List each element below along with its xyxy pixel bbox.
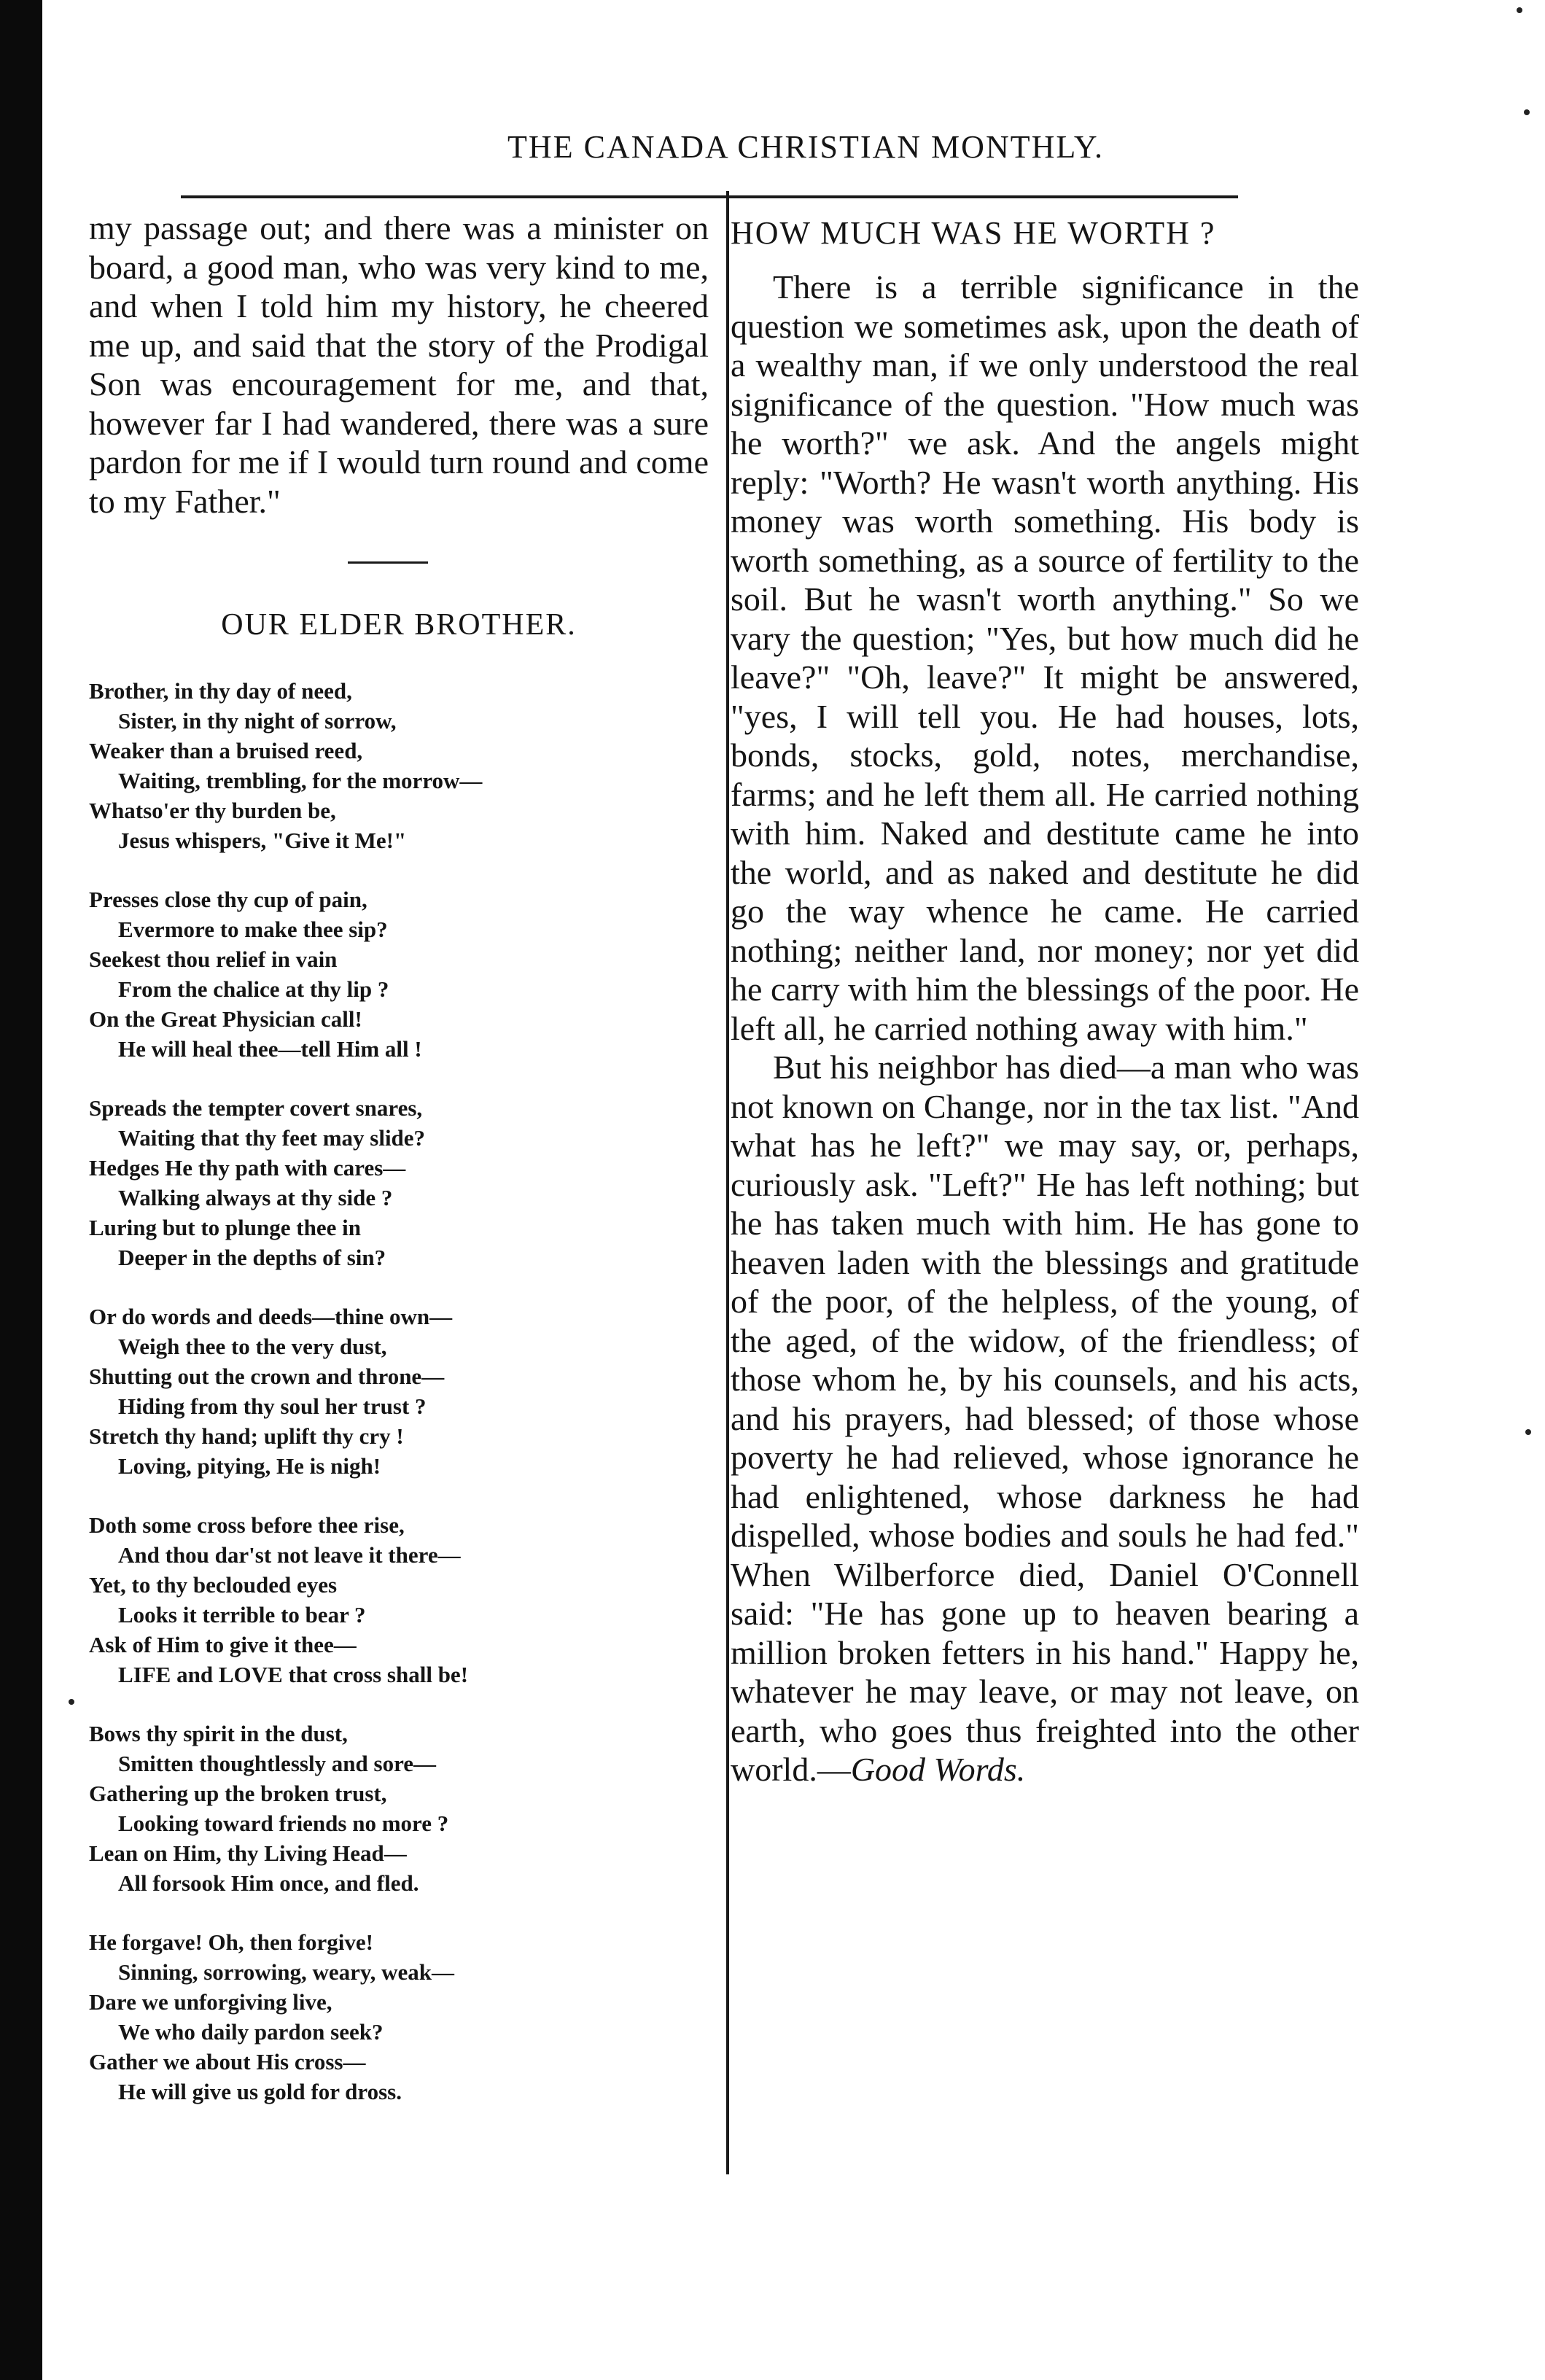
poem-line: Waiting, trembling, for the morrow— bbox=[118, 768, 483, 793]
poem-stanza bbox=[89, 676, 709, 855]
poem-line: Dare we unforgiving live, bbox=[89, 1989, 332, 2015]
poem-line: He forgave! Oh, then forgive! bbox=[89, 1929, 373, 1955]
poem-line: Smitten thoughtlessly and sore— bbox=[118, 1751, 437, 1776]
poem-line: He will give us gold for dross. bbox=[118, 2079, 402, 2104]
poem-line: Yet, to thy beclouded eyes bbox=[89, 1572, 338, 1598]
poem-line: Loving, pitying, He is nigh! bbox=[118, 1453, 381, 1479]
poem-line: Looks it terrible to bear ? bbox=[118, 1602, 366, 1628]
poem-line: Whatso'er thy burden be, bbox=[89, 798, 336, 823]
left-column bbox=[89, 209, 709, 2136]
poem-line: Sinning, sorrowing, weary, weak— bbox=[118, 1959, 455, 1985]
poem-line: Evermore to make thee sip? bbox=[118, 917, 388, 942]
poem-line: Deeper in the depths of sin? bbox=[118, 1245, 386, 1270]
column-divider bbox=[726, 191, 729, 2174]
poem-line: Weaker than a bruised reed, bbox=[89, 738, 363, 763]
poem-stanza bbox=[89, 1927, 709, 2107]
article-title: HOW MUCH WAS HE WORTH ? bbox=[731, 215, 1216, 251]
poem-line: On the Great Physician call! bbox=[89, 1006, 362, 1032]
poem-line: Brother, in thy day of need, bbox=[89, 678, 352, 704]
poem-line: Gathering up the broken trust, bbox=[89, 1781, 387, 1806]
poem-stanza bbox=[89, 1093, 709, 1272]
source-attribution: Good Words. bbox=[850, 1751, 1026, 1788]
poem-line: Seekest thou relief in vain bbox=[89, 946, 338, 972]
print-speck bbox=[1524, 109, 1530, 115]
poem-line: Jesus whispers, "Give it Me!" bbox=[118, 828, 407, 853]
poem-line: He will heal thee—tell Him all ! bbox=[118, 1036, 422, 1062]
poem-line: Walking always at thy side ? bbox=[118, 1185, 393, 1210]
continued-paragraph: my passage out; and there was a minister on board, a good man, who was very kind to me, and when I told him my history, he cheered me up, and said that the story of the Prodigal Son was encouragement for me, and that, however far I had wandered, there was a sure pardon for me if I would turn round and come to my Father." bbox=[89, 209, 709, 520]
print-speck bbox=[69, 1699, 74, 1705]
poem-title: OUR ELDER BROTHER. bbox=[221, 608, 577, 642]
poem-line: Ask of Him to give it thee— bbox=[89, 1632, 357, 1657]
right-column bbox=[731, 207, 1359, 1789]
poem-line: Waiting that thy feet may slide? bbox=[118, 1125, 426, 1151]
poem-line: Stretch thy hand; uplift thy cry ! bbox=[89, 1423, 404, 1449]
poem-line: Hiding from thy soul her trust ? bbox=[118, 1393, 427, 1419]
poem-line: Gather we about His cross— bbox=[89, 2049, 366, 2074]
page-header: THE CANADA CHRISTIAN MONTHLY. bbox=[507, 129, 1104, 165]
section-separator bbox=[348, 561, 428, 564]
poem-stanza bbox=[89, 1302, 709, 1481]
print-speck bbox=[1517, 7, 1522, 13]
poem-line: LIFE and LOVE that cross shall be! bbox=[118, 1662, 469, 1687]
poem-line: Bows thy spirit in the dust, bbox=[89, 1721, 348, 1746]
poem-line: Or do words and deeds—thine own— bbox=[89, 1304, 453, 1329]
poem-line: Sister, in thy night of sorrow, bbox=[118, 708, 397, 734]
poem-line: From the chalice at thy lip ? bbox=[118, 976, 389, 1002]
poem bbox=[89, 676, 709, 2107]
poem-line: Luring but to plunge thee in bbox=[89, 1215, 361, 1240]
print-speck bbox=[1525, 1429, 1531, 1435]
poem-stanza bbox=[89, 1719, 709, 1898]
poem-line: Hedges He thy path with cares— bbox=[89, 1155, 406, 1181]
poem-line: Shutting out the crown and throne— bbox=[89, 1364, 445, 1389]
poem-line: We who daily pardon seek? bbox=[118, 2019, 384, 2045]
poem-stanza bbox=[89, 1510, 709, 1689]
poem-line: Lean on Him, thy Living Head— bbox=[89, 1840, 407, 1866]
poem-stanza bbox=[89, 884, 709, 1064]
header-rule bbox=[181, 195, 1238, 198]
article-paragraph bbox=[731, 1048, 1359, 1789]
poem-line: Looking toward friends no more ? bbox=[118, 1811, 449, 1836]
article-paragraph: There is a terrible significance in the question we sometimes ask, upon the death of a wealthy man, if we only understood the real significance of the question. "How much was he worth?" we ask. And the angels might reply: "Worth? He wasn't worth anything. His money was worth something. His body is worth something, as a source of fertility to the soil. But he wasn't worth anything." So we vary the question; "Yes, but how much did he leave?" "Oh, leave?" It might be answered, "yes, I will tell you. He had houses, lots, bonds, stocks, gold, notes, merchandise, farms; and he left them all. He carried nothing with him. Naked and destitute came he into the world, and as naked and destitute he did go the way whence he came. He carried nothing; neither land, nor money; nor yet did he carry with him the blessings of the poor. He left all, he carried nothing away with him." bbox=[731, 268, 1359, 1047]
page-binding-edge bbox=[0, 0, 42, 2380]
poem-line: All forsook Him once, and fled. bbox=[118, 1870, 419, 1896]
poem-line: Presses close thy cup of pain, bbox=[89, 887, 367, 912]
article-paragraph-text: But his neighbor has died—a man who was not known on Change, nor in the tax list. "And what has he left?" we may say, or, perhaps, curiously ask. "Left?" He has left nothing; but he has taken much with him. He has gone to heaven laden with the blessings and gratitude of the poor, of the helpless, of the young, of the aged, of the widow, of the friendless; of those whom he, by his counsels, and his acts, and his prayers, had blessed; of those whose poverty he had relieved, whose ignorance he had enlightened, whose darkness he had dispelled, whose bodies and souls he had fed." When Wilberforce died, Daniel O'Connell said: "He has gone up to heaven bearing a million broken fetters in his hand." Happy he, whatever he may leave, or may not leave, on earth, who goes thus freighted into the other world.— bbox=[731, 1049, 1359, 1788]
poem-line: Doth some cross before thee rise, bbox=[89, 1512, 405, 1538]
poem-line: Weigh thee to the very dust, bbox=[118, 1334, 387, 1359]
poem-line: Spreads the tempter covert snares, bbox=[89, 1095, 423, 1121]
poem-line: And thou dar'st not leave it there— bbox=[118, 1542, 461, 1568]
